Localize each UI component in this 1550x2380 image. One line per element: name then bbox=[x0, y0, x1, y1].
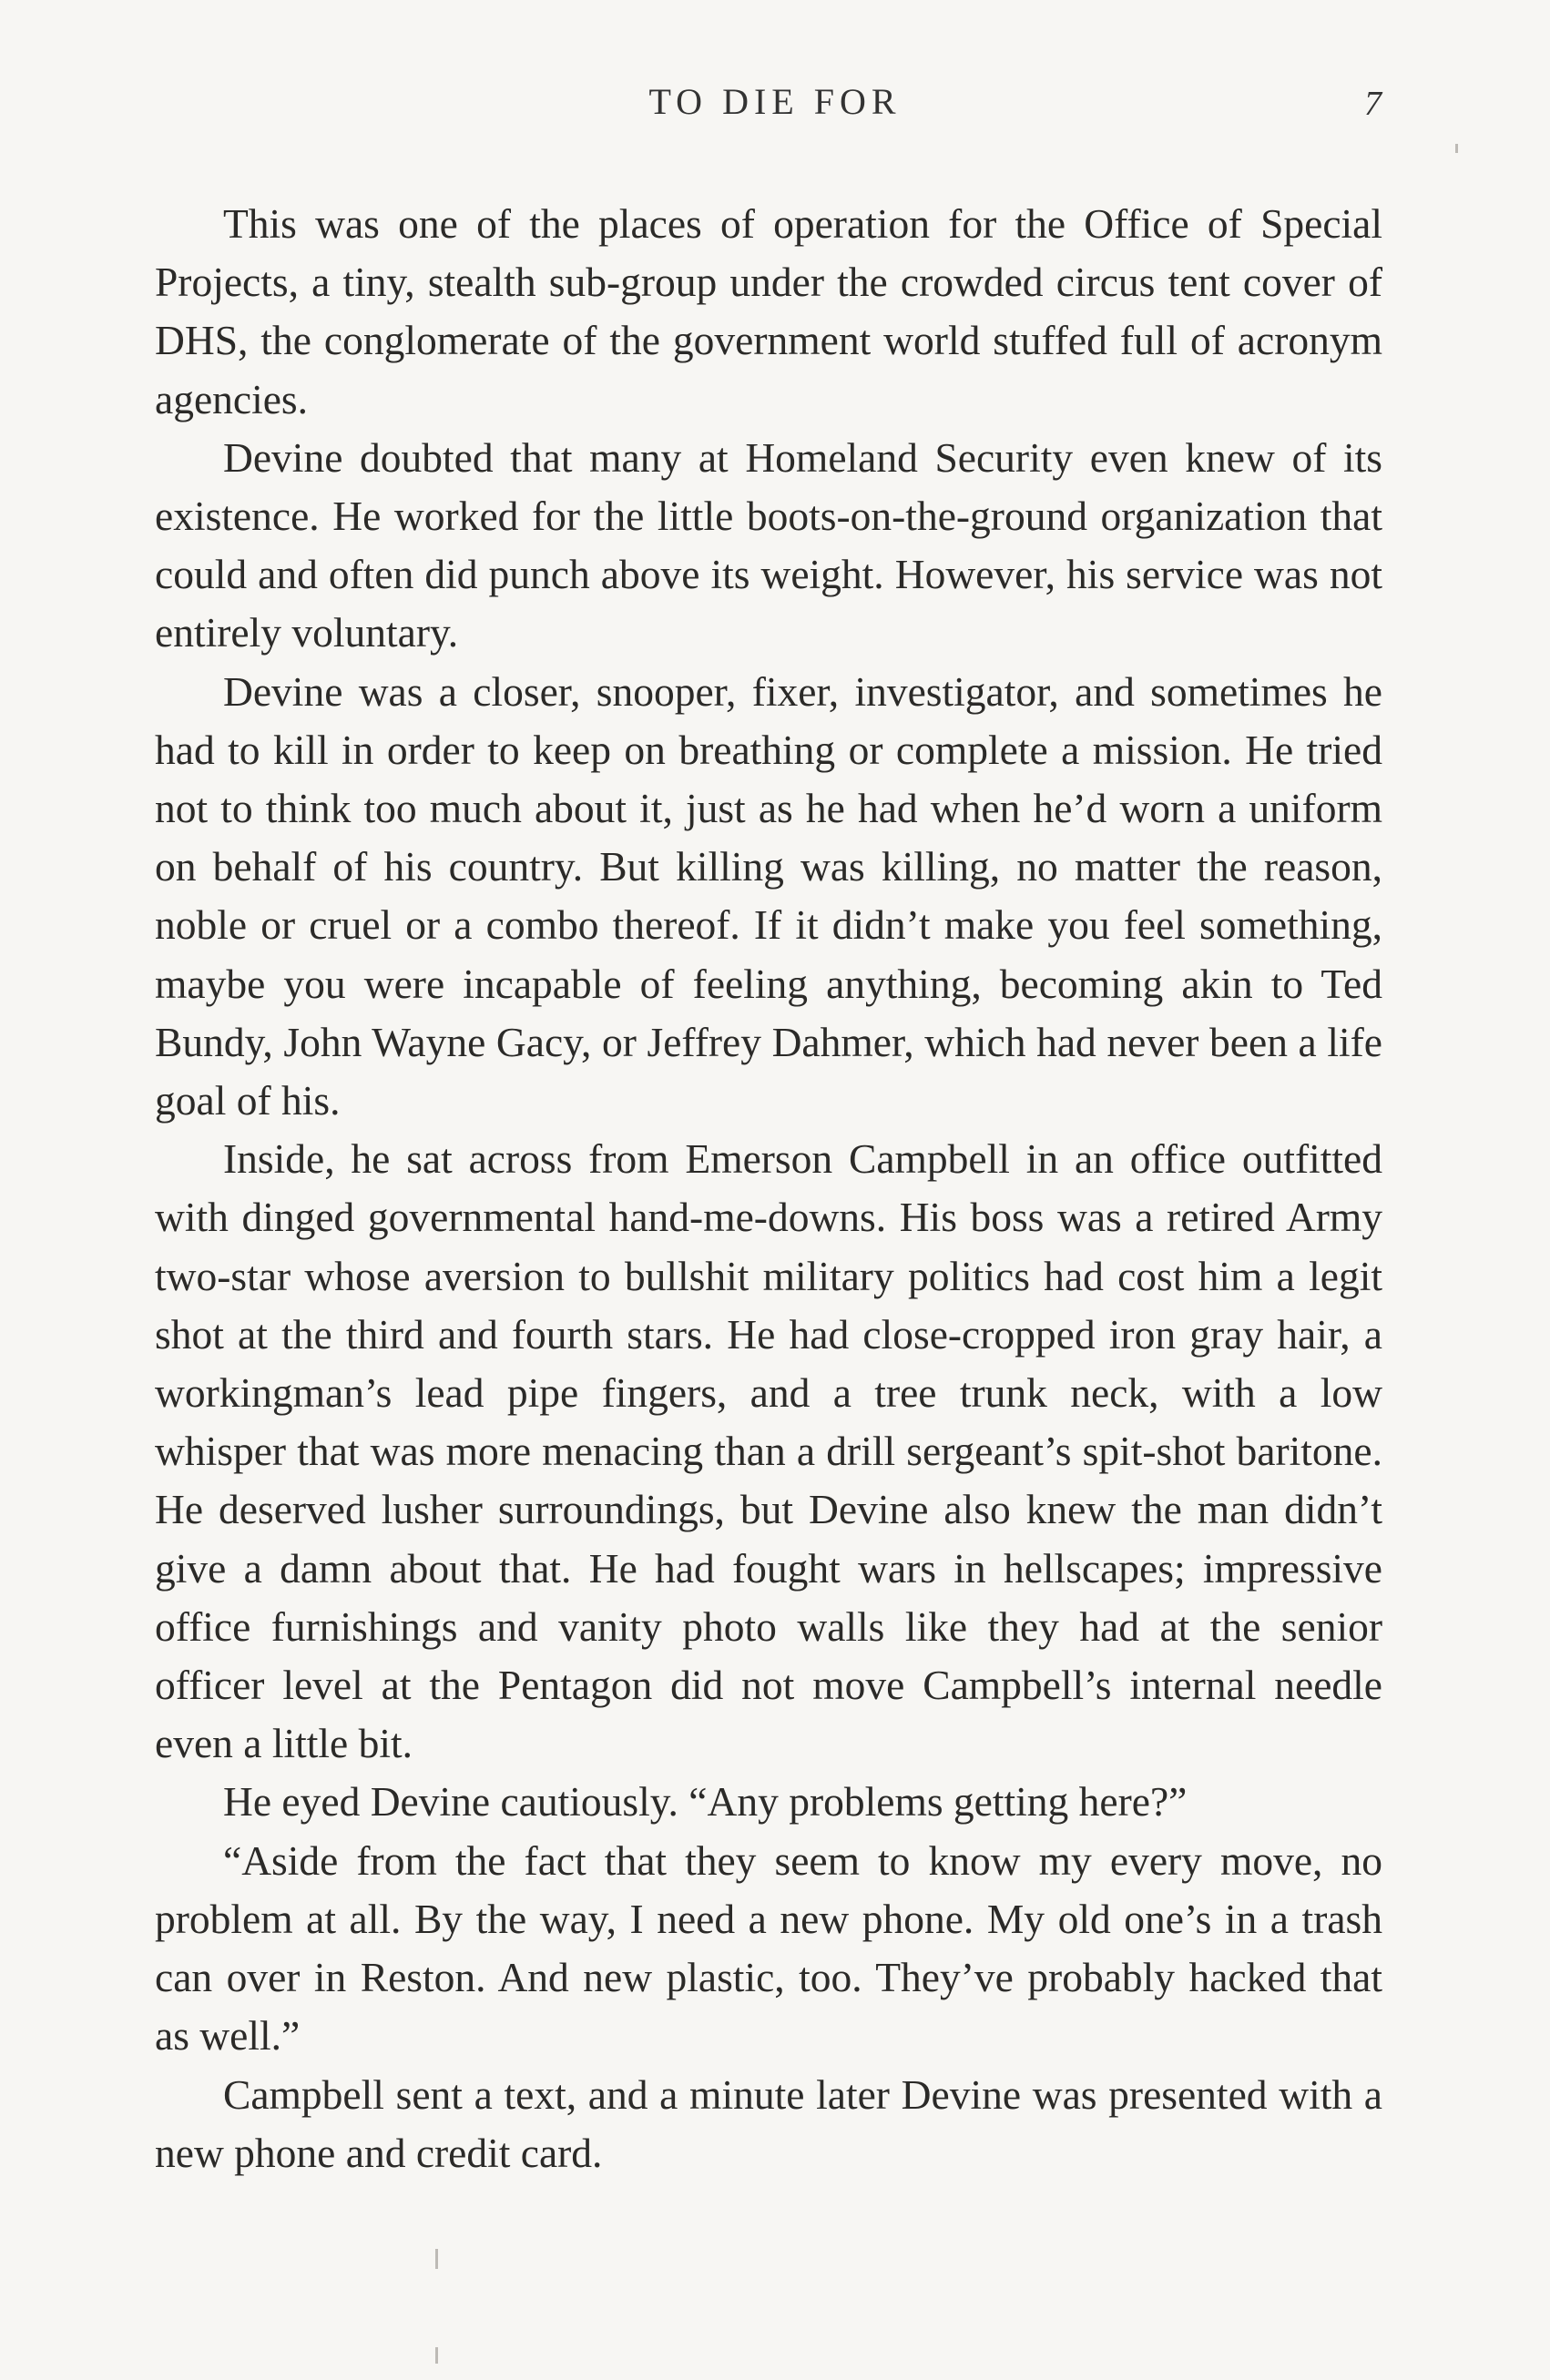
running-head-title: TO DIE FOR bbox=[648, 81, 902, 122]
paragraph: He eyed Devine cautiously. “Any problems getting here?” bbox=[223, 1778, 1188, 1826]
paragraph: Campbell sent a text, and a minute later Devine was presented with a new phone and credit card. bbox=[155, 2070, 1382, 2176]
paragraph: Devine was a closer, snooper, fixer, investigator, and sometimes he had to kill in order to keep on breathing or complete a mission. He tried not to think too much about it, just as he had when he’d worn a uniform on behalf of his country. But killing was killing, no matter the reason, noble or cruel or a combo thereof. If it didn’t make you feel something, maybe you were incapable of feeling anything, becoming akin to Ted Bundy, John Wayne Gacy, or Jeffrey Dahmer, which had never been a life goal of his. bbox=[155, 667, 1382, 1124]
scan-speck bbox=[435, 2347, 438, 2364]
scan-speck bbox=[435, 2249, 438, 2269]
body-text bbox=[155, 195, 1382, 2182]
scan-speck bbox=[1455, 144, 1458, 153]
paragraph: Devine doubted that many at Homeland Security even knew of its existence. He worked for the little boots-on-the-ground organization that could and often did punch above its weight. However, his service was not entirely voluntary. bbox=[155, 433, 1382, 656]
paragraph: Inside, he sat across from Emerson Campbell in an office outfitted with dinged governmental hand-me-downs. His boss was a retired Army two-star whose aversion to bullshit military politics had cost him a legit shot at the third and fourth stars. He had close-cropped iron gray hair, a workingman’s lead pipe fingers, and a tree trunk neck, with a low whisper that was more menacing than a drill sergeant’s spit-shot baritone. He deserved lusher surroundings, but Devine also knew the man didn’t give a damn about that. He had fought wars in hellscapes; impressive office furnishings and vanity photo walls like they had at the senior officer level at the Pentagon did not move Campbell’s internal needle even a little bit. bbox=[155, 1135, 1382, 1767]
paragraph: This was one of the places of operation for the Office of Special Projects, a tiny, stealth sub-group under the crowded circus tent cover of DHS, the conglomerate of the government world stuffed full of acronym agencies. bbox=[155, 200, 1382, 422]
page-number: 7 bbox=[1364, 85, 1382, 123]
paragraph: “Aside from the fact that they seem to know my every move, no problem at all. By the way, I need a new phone. My old one’s in a trash can over in Reston. And new plastic, too. They’ve probably hacked that as well.” bbox=[155, 1836, 1382, 2060]
